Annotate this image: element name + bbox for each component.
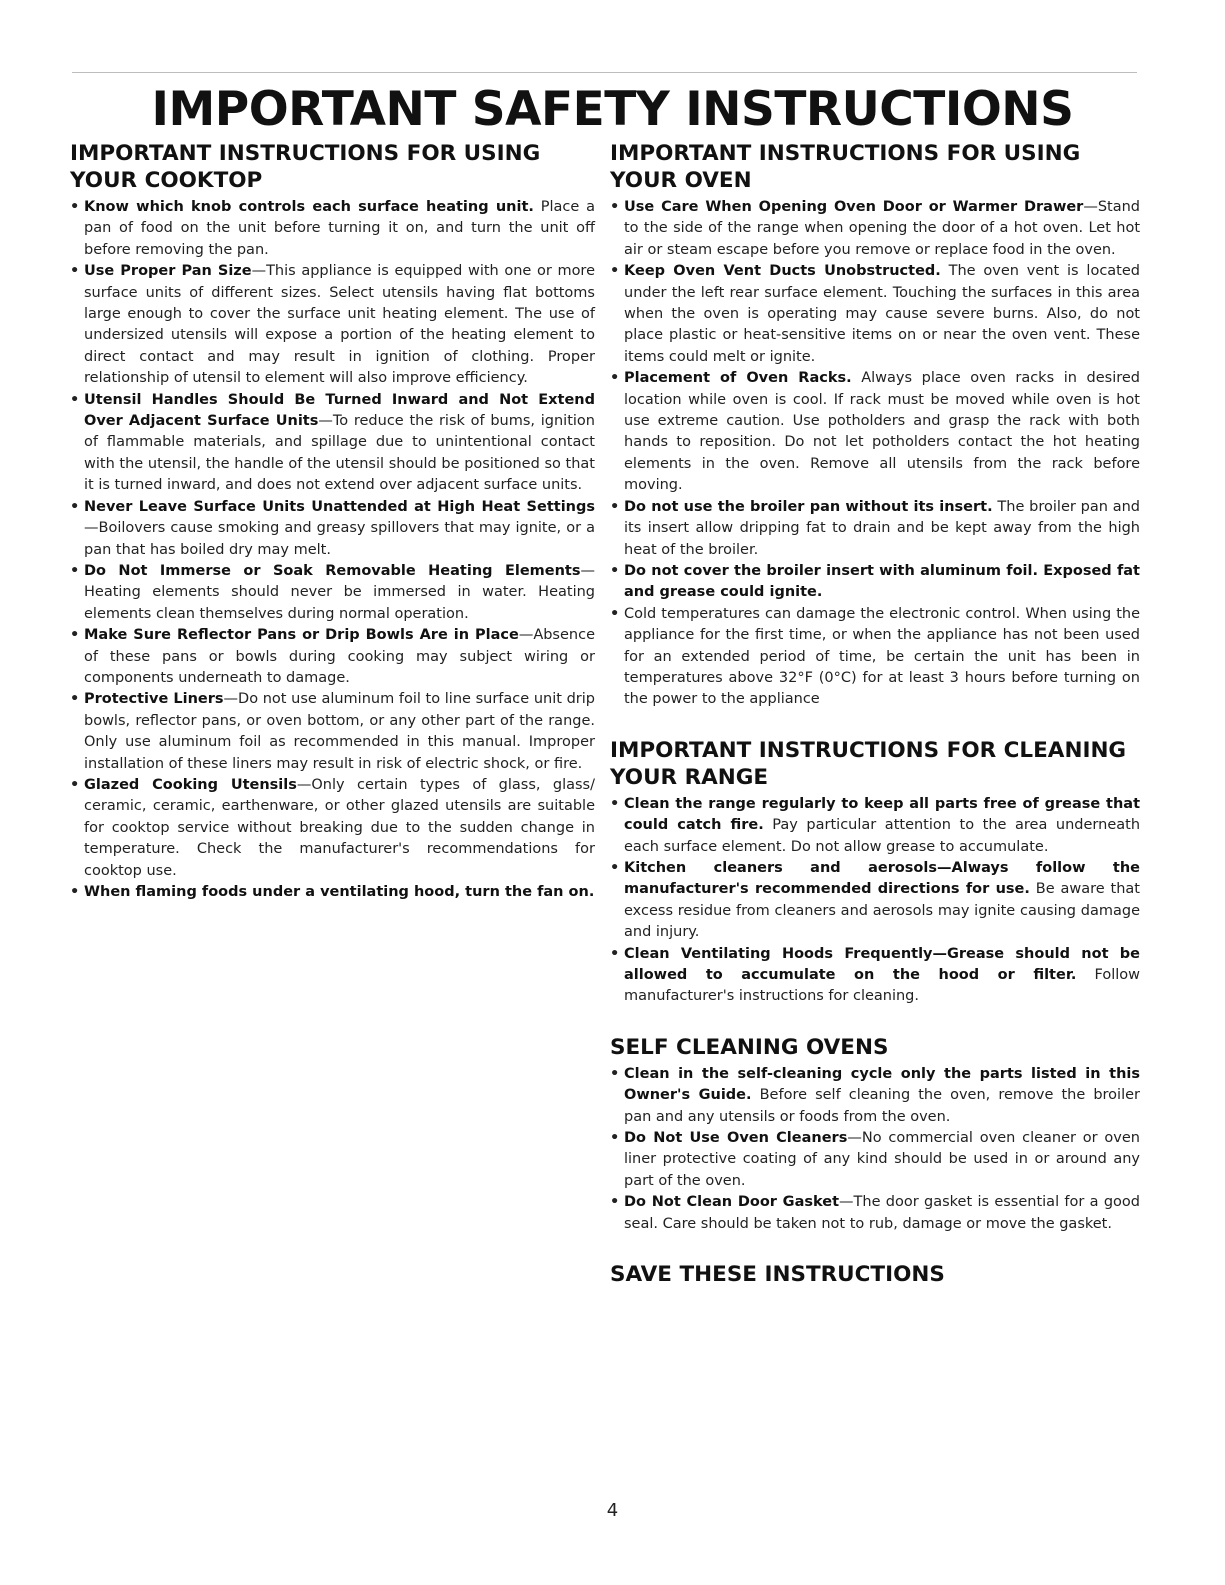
- list-item: [70, 625, 595, 689]
- item-lead: Clean in the self-cleaning cycle only the parts listed in this Owner's Guide.: [624, 1065, 1140, 1104]
- top-divider: [72, 72, 1137, 73]
- item-text: Place a pan of food on the unit before turning it on, and turn the unit off before removing the pan.: [84, 199, 595, 258]
- list-item: [610, 604, 1140, 711]
- self-cleaning-list: [610, 1064, 1140, 1235]
- item-text: —The door gasket is essential for a good seal. Care should be taken not to rub, damage or move the gasket.: [624, 1194, 1140, 1232]
- right-column: [610, 140, 1140, 1314]
- item-lead: When flaming foods under a ventilating hood, turn the fan on.: [84, 884, 595, 900]
- cooktop-section-title: IMPORTANT INSTRUCTIONS FOR USING YOUR COOKTOP: [70, 141, 541, 193]
- item-lead: Do Not Clean Door Gasket: [624, 1194, 840, 1211]
- list-item: [70, 390, 595, 497]
- item-lead: Do Not Immerse or Soak Removable Heating Elements: [84, 562, 581, 579]
- item-text: —To reduce the risk of bums, ignition of flammable materials, and spillage due to unintentional contact with the utensil, the handle of the utensil should be positioned so that it is turned inward, and does not extend over adjacent surface units.: [84, 413, 595, 494]
- item-text: Before self cleaning the oven, remove the broiler pan and any utensils or foods from the oven.: [624, 1087, 1140, 1125]
- item-lead: Clean the range regularly to keep all parts free of grease that could catch fire.: [624, 795, 1140, 834]
- list-item: [610, 944, 1140, 1008]
- oven-section: [610, 140, 1140, 711]
- self-cleaning-section-title: SELF CLEANING OVENS: [610, 1034, 889, 1060]
- item-lead: Never Leave Surface Units Unattended at High Heat Settings: [84, 498, 595, 515]
- list-item: [70, 497, 595, 561]
- item-lead: Glazed Cooking Utensils: [84, 776, 297, 793]
- cleaning-section: [610, 737, 1140, 1008]
- item-lead: Do not cover the broiler insert with aluminum foil. Exposed fat and grease could ignite.: [624, 562, 1140, 601]
- item-text: Be aware that excess residue from cleaners and aerosols may ignite causing damage and injury.: [624, 881, 1140, 941]
- item-text: Always place oven racks in desired location while oven is cool. If rack must be moved while oven is hot use extreme caution. Use potholders and grasp the rack with both hands to reposition. Do not let potholders contact the hot heating elements in the oven. Remove all utensils from the rack before moving.: [624, 370, 1141, 494]
- item-lead: Protective Liners: [84, 691, 224, 708]
- cooktop-section: [70, 140, 595, 903]
- item-text: —Heating elements should never be immersed in water. Heating elements clean themselves during normal operation.: [84, 562, 595, 622]
- cleaning-section-title: IMPORTANT INSTRUCTIONS FOR CLEANING YOUR RANGE: [610, 737, 1127, 790]
- list-item: [70, 882, 595, 903]
- list-item: [610, 368, 1140, 496]
- item-lead: Kitchen cleaners and aerosols—Always follow the manufacturer's recommended directions for use.: [624, 859, 1140, 898]
- list-item: [610, 1064, 1140, 1128]
- self-cleaning-section: [610, 1034, 1140, 1235]
- item-lead: Utensil Handles Should Be Turned Inward and Not Extend Over Adjacent Surface Units: [84, 391, 595, 430]
- list-item: [610, 1128, 1140, 1192]
- left-column: [70, 140, 595, 929]
- list-item: [70, 261, 595, 389]
- list-item: [70, 197, 595, 261]
- item-lead: Do not use the broiler pan without its insert.: [624, 498, 993, 515]
- list-item: [70, 561, 595, 625]
- list-item: [610, 794, 1140, 858]
- cooktop-list: [70, 197, 595, 903]
- list-item: [610, 858, 1140, 944]
- list-item: [70, 775, 595, 882]
- item-text: —Boilovers cause smoking and greasy spillovers that may ignite, or a pan that has boiled dry may melt.: [84, 520, 595, 558]
- item-text: The oven vent is located under the left rear surface element. Touching the surfaces in this area when the oven is operating may cause severe burns. Also, do not place plastic or heat-sensitive items on or near the oven vent. These items could melt or ignite.: [624, 263, 1140, 365]
- item-text: Cold temperatures can damage the electronic control. When using the appliance for the first time, or when the appliance has not been used for an extended period of time, be certain the unit has been in temperatures above 32°F (0°C) for at least 3 hours before turning on the power to the appliance: [624, 605, 1140, 708]
- list-item: [610, 1192, 1140, 1235]
- cleaning-list: [610, 794, 1140, 1008]
- page-title: IMPORTANT SAFETY INSTRUCTIONS: [151, 82, 1074, 137]
- item-lead: Make Sure Reflector Pans or Drip Bowls Are in Place: [84, 627, 519, 644]
- item-text: —No commercial oven cleaner or oven liner protective coating of any kind should be used in or around any part of the oven.: [624, 1130, 1140, 1189]
- list-item: [610, 497, 1140, 561]
- item-text: —This appliance is equipped with one or more surface units of different sizes. Select utensils having flat bottoms large enough to cover the surface unit heating element. The use of undersized utensils will expose a portion of the heating element to direct contact and may result in ignition of clothing. Proper relationship of utensil to element will also improve efficiency.: [84, 263, 595, 387]
- item-text: The broiler pan and its insert allow dripping fat to drain and be kept away from the high heat of the broiler.: [624, 498, 1140, 558]
- item-text: Pay particular attention to the area underneath each surface element. Do not allow grease to accumulate.: [624, 817, 1141, 855]
- item-lead: Use Care When Opening Oven Door or Warmer Drawer: [624, 199, 1084, 215]
- item-text: —Absence of these pans or bowls during cooking may subject wiring or components underneath to damage.: [84, 627, 595, 686]
- item-text: —Only certain types of glass, glass/ ceramic, ceramic, earthenware, or other glazed utensils are suitable for cooktop service without breaking due to the sudden change in temperature. Check the manufacturer's recommendations for cooktop use.: [84, 776, 595, 879]
- item-lead: Placement of Oven Racks.: [624, 370, 852, 387]
- save-instructions-title: SAVE THESE INSTRUCTIONS: [610, 1262, 945, 1288]
- list-item: [610, 197, 1140, 261]
- item-text: —Stand to the side of the range when opening the door of a hot oven. Let hot air or steam escape before you remove or replace food in the oven.: [624, 199, 1140, 258]
- oven-section-title: IMPORTANT INSTRUCTIONS FOR USING YOUR OVEN: [610, 141, 1081, 193]
- oven-list: [610, 197, 1140, 711]
- item-text: Follow manufacturer's instructions for cleaning.: [624, 967, 1141, 1005]
- item-lead: Use Proper Pan Size: [84, 263, 252, 280]
- item-lead: Do Not Use Oven Cleaners: [624, 1130, 848, 1147]
- list-item: [610, 561, 1140, 604]
- item-lead: Keep Oven Vent Ducts Unobstructed.: [624, 263, 941, 280]
- item-lead: Know which knob controls each surface heating unit.: [84, 199, 534, 215]
- item-text: —Do not use aluminum foil to line surface unit drip bowls, reflector pans, or oven bottom, or any other part of the range. Only use aluminum foil as recommended in this manual. Improper installation of these liners may result in risk of electric shock, or fire.: [84, 691, 595, 772]
- page-number: 4: [606, 1500, 619, 1521]
- list-item: [610, 261, 1140, 368]
- item-lead: Clean Ventilating Hoods Frequently—Grease should not be allowed to accumulate on the hood or filter.: [624, 945, 1140, 983]
- list-item: [70, 689, 595, 775]
- save-section: [610, 1261, 1140, 1288]
